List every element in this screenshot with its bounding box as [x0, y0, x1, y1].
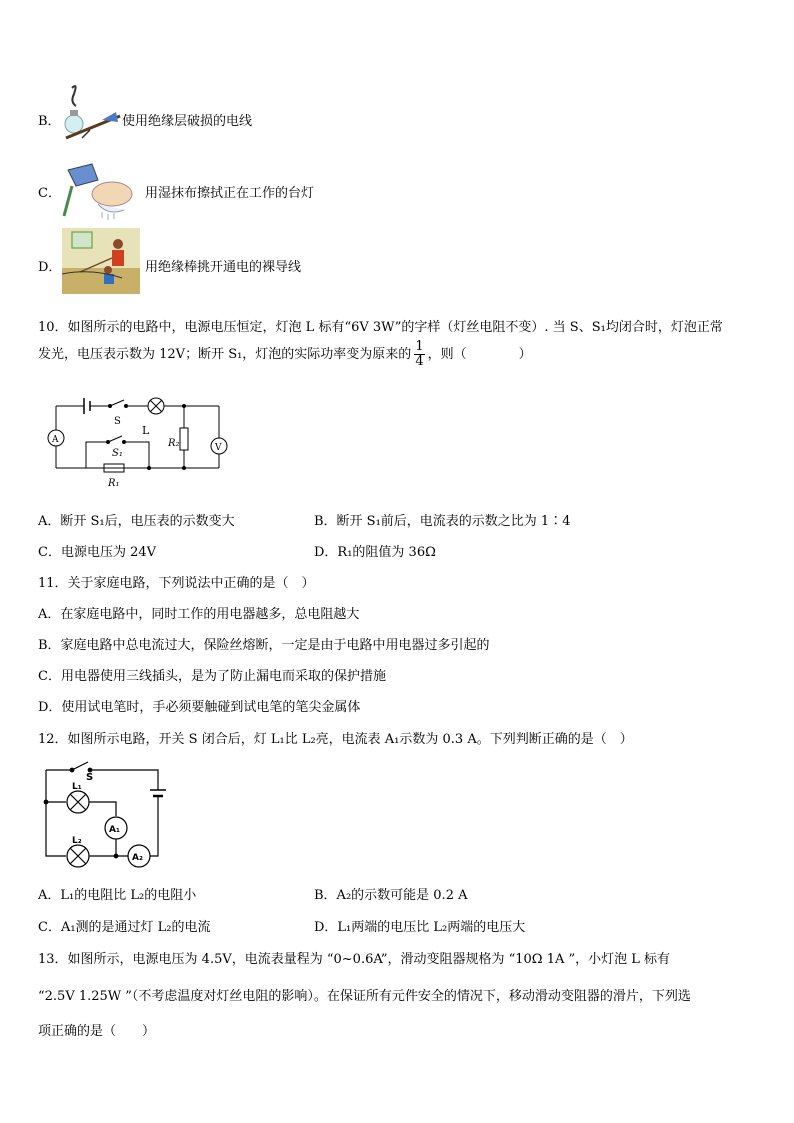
q12-label-a1: A₁ [109, 825, 120, 835]
q10-circuit-diagram [44, 390, 244, 494]
q10-line2a: 发光，电压表示数为 12V；断开 S₁，灯泡的实际功率变为原来的 [38, 347, 412, 362]
q10-label-a: A [52, 435, 59, 445]
q10-option-a: A．断开 S₁后，电压表的示数变大 [38, 514, 235, 529]
option-d-text: 用绝缘棒挑开通电的裸导线 [145, 260, 302, 275]
option-c-text: 用湿抹布擦拭正在工作的台灯 [145, 186, 315, 201]
option-b-text: 使用绝缘层破损的电线 [122, 114, 253, 129]
q13-line2: “2.5V 1.25W ”（不考虑温度对灯丝电阻的影响）。在保证所有元件安全的情况下，移动滑动变阻器的滑片，下列选 [38, 989, 691, 1004]
q12-label-s: S [86, 772, 94, 783]
q11-option-c: C．用电器使用三线插头，是为了防止漏电而采取的保护措施 [38, 669, 386, 684]
q11-option-a: A．在家庭电路中，同时工作的用电器越多，总电阻越大 [38, 607, 360, 622]
q11-option-d: D．使用试电笔时，手必须要触碰到试电笔的笔尖金属体 [38, 700, 361, 715]
q12-circuit-diagram [42, 760, 182, 872]
q10-label-r1: R₁ [108, 478, 120, 489]
q11-stem: 11．关于家庭电路，下列说法中正确的是（ ） [38, 576, 315, 591]
option-c-letter: C． [38, 186, 61, 201]
q10-option-b: B．断开 S₁前后，电流表的示数之比为 1∶4 [314, 514, 571, 529]
option-d-letter: D． [38, 260, 62, 275]
q10-label-s: S [114, 416, 121, 427]
q12-label-l2: L₂ [72, 836, 82, 846]
q13-line3: 项正确的是（ ） [38, 1024, 156, 1039]
q10-label-v: V [215, 443, 222, 453]
fraction-numerator: 1 [415, 339, 424, 354]
insulated-rod-illustration [62, 228, 140, 294]
q11-option-b: B．家庭电路中总电流过大，保险丝熔断，一定是由于电路中用电器过多引起的 [38, 638, 490, 653]
q10-label-s1: S₁ [112, 448, 123, 459]
q12-option-d: D．L₁两端的电压比 L₂两端的电压大 [314, 920, 526, 935]
q10-option-c: C．电源电压为 24V [38, 545, 157, 560]
q10-line1: 10．如图所示的电路中，电源电压恒定，灯泡 L 标有“6V 3W”的字样（灯丝电阻不变）. 当 S、S₁均闭合时，灯泡正常 [38, 320, 723, 335]
q10-label-r2: R₂ [168, 438, 180, 449]
option-b-letter: B． [38, 114, 61, 129]
q12-option-c: C．A₁测的是通过灯 L₂的电流 [38, 920, 211, 935]
q13-line1: 13．如图所示，电源电压为 4.5V，电流表量程为 “0~0.6A”，滑动变阻器规格为 “10Ω 1A ”，小灯泡 L 标有 [38, 952, 671, 967]
q10-line2b: ，则（ ） [427, 347, 532, 362]
fraction-denominator: 4 [415, 354, 424, 369]
q12-option-b: B．A₂的示数可能是 0.2 A [314, 888, 468, 903]
q12-label-l1: L₁ [72, 782, 82, 792]
q12-label-a2: A₂ [132, 853, 143, 863]
q12-option-a: A．L₁的电阻比 L₂的电阻小 [38, 888, 197, 903]
q12-stem: 12．如图所示电路，开关 S 闭合后，灯 L₁比 L₂亮，电流表 A₁示数为 0.3 A。下列判断正确的是（ ） [38, 732, 633, 747]
q10-option-d: D．R₁的阻值为 36Ω [314, 545, 436, 560]
q10-label-l: L [142, 424, 150, 437]
damaged-wire-illustration [60, 80, 122, 152]
q10-line2 [38, 340, 532, 369]
desk-lamp-illustration [58, 160, 138, 220]
q10-fraction [414, 340, 424, 369]
